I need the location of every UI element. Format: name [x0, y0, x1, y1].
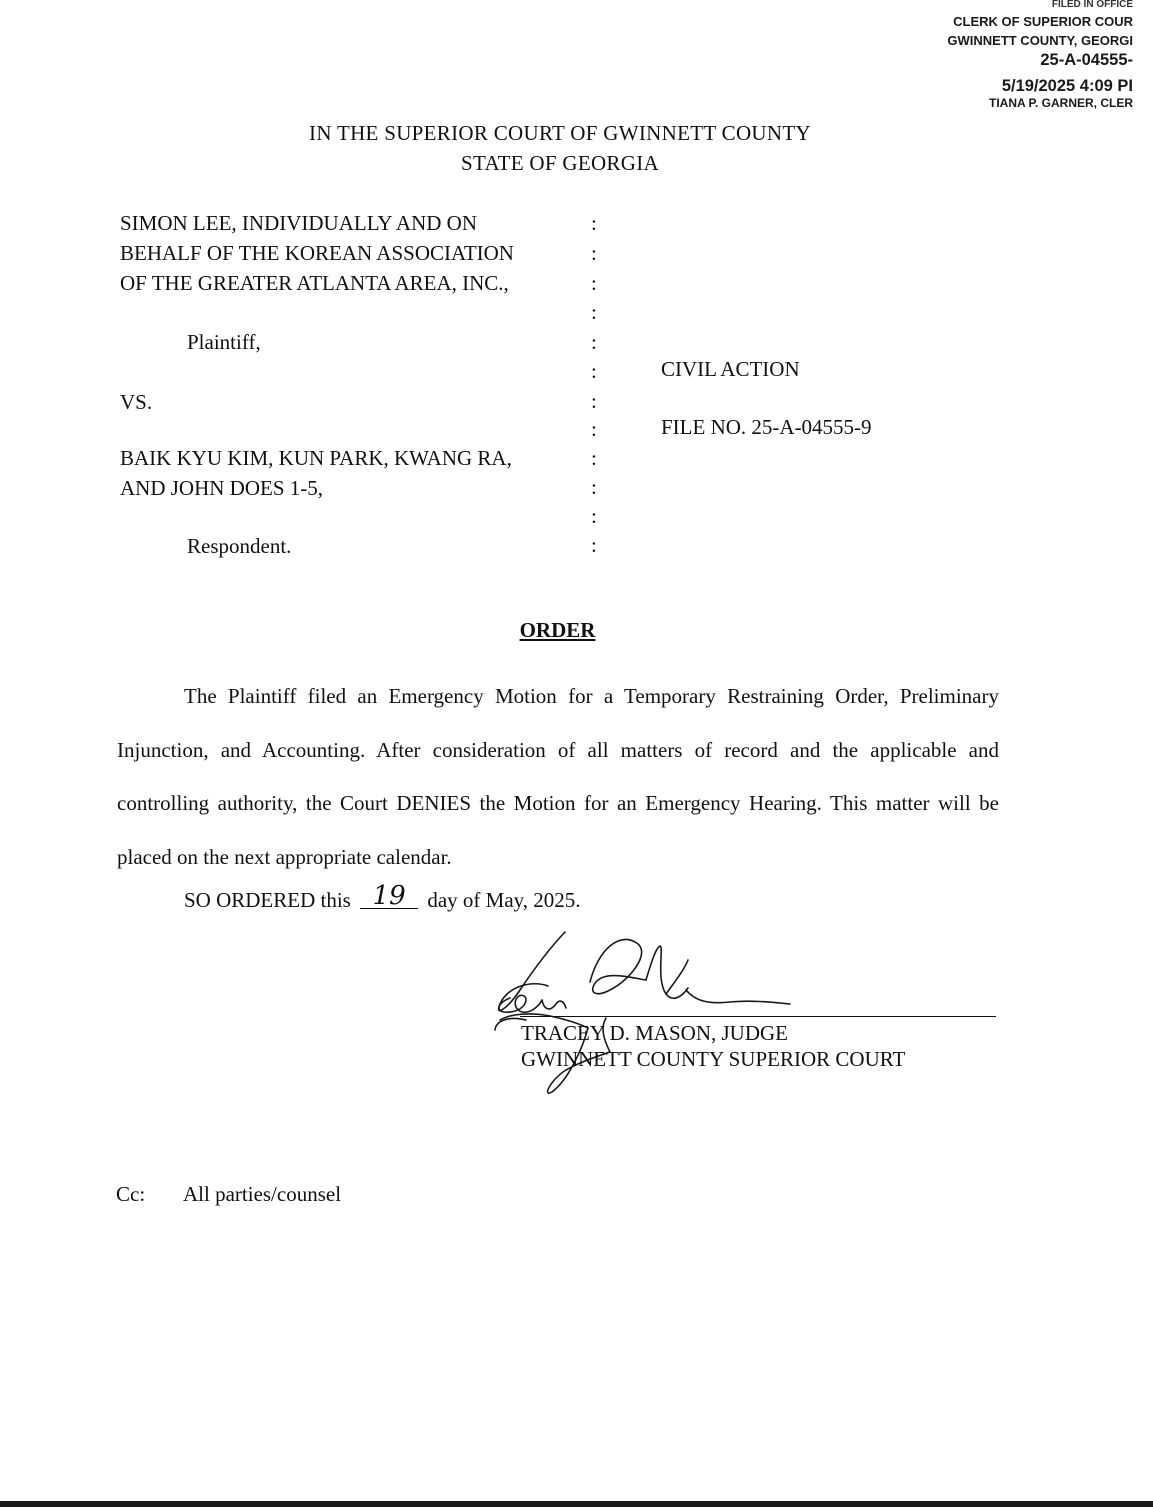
court-title: IN THE SUPERIOR COURT OF GWINNETT COUNTY	[309, 121, 811, 145]
civil-action-label: CIVIL ACTION	[661, 357, 800, 381]
signature-line	[520, 1016, 996, 1017]
colon: :	[591, 330, 597, 354]
order-heading: ORDER	[519, 618, 596, 642]
plaintiff-name-line-3: OF THE GREATER ATLANTA AREA, INC.,	[120, 271, 509, 295]
court-state: STATE OF GEORGIA	[461, 151, 659, 175]
respondent-label: Respondent.	[187, 534, 292, 558]
plaintiff-name-line-1: SIMON LEE, INDIVIDUALLY AND ON	[120, 211, 477, 235]
colon: :	[591, 504, 597, 528]
judge-signature	[470, 920, 800, 1105]
plaintiff-label: Plaintiff,	[187, 330, 261, 354]
stamp-filed-line: FILED IN OFFICE	[1051, 0, 1133, 10]
respondent-name-line-1: BAIK KYU KIM, KUN PARK, KWANG RA,	[120, 446, 512, 470]
so-ordered-prefix: SO ORDERED this	[184, 888, 351, 912]
stamp-clerk-office: CLERK OF SUPERIOR COUR	[953, 14, 1133, 29]
colon: :	[591, 417, 597, 441]
order-body: The Plaintiff filed an Emergency Motion for a Temporary Restraining Order, Preliminary Injunction, and Accounting. After consideration of all matters of record and the applicable and controlling authority, the Court DENIES the Motion for an Emergency Hearing. This matter will be placed on the next appropriate calendar.	[117, 684, 999, 869]
file-number: FILE NO. 25-A-04555-9	[661, 415, 872, 439]
plaintiff-name-line-2: BEHALF OF THE KOREAN ASSOCIATION	[120, 241, 514, 265]
versus-label: VS.	[120, 390, 153, 414]
colon: :	[591, 271, 597, 295]
colon: :	[591, 241, 597, 265]
colon: :	[591, 446, 597, 470]
stamp-county: GWINNETT COUNTY, GEORGI	[947, 33, 1133, 48]
judge-court: GWINNETT COUNTY SUPERIOR COURT	[521, 1047, 906, 1071]
cc-label: Cc:	[116, 1182, 146, 1206]
colon: :	[591, 211, 597, 235]
stamp-timestamp: 5/19/2025 4:09 PI	[1001, 77, 1133, 95]
colon: :	[591, 300, 597, 324]
judge-name: TRACEY D. MASON, JUDGE	[521, 1021, 788, 1045]
respondent-name-line-2: AND JOHN DOES 1-5,	[120, 476, 323, 500]
colon: :	[591, 533, 597, 557]
stamp-case-number: 25-A-04555-	[1040, 51, 1133, 69]
colon: :	[591, 389, 597, 413]
colon: :	[591, 359, 597, 383]
clerk-filing-stamp	[947, 0, 1133, 110]
colon: :	[591, 475, 597, 499]
page-bottom-edge	[0, 1501, 1153, 1507]
cc-recipients: All parties/counsel	[183, 1182, 342, 1206]
handwritten-day: 19	[360, 884, 418, 909]
signature-scribble-icon	[470, 920, 800, 1100]
so-ordered-suffix: day of May, 2025.	[427, 888, 581, 912]
so-ordered-line	[184, 881, 581, 915]
stamp-clerk-name: TIANA P. GARNER, CLER	[988, 96, 1133, 110]
